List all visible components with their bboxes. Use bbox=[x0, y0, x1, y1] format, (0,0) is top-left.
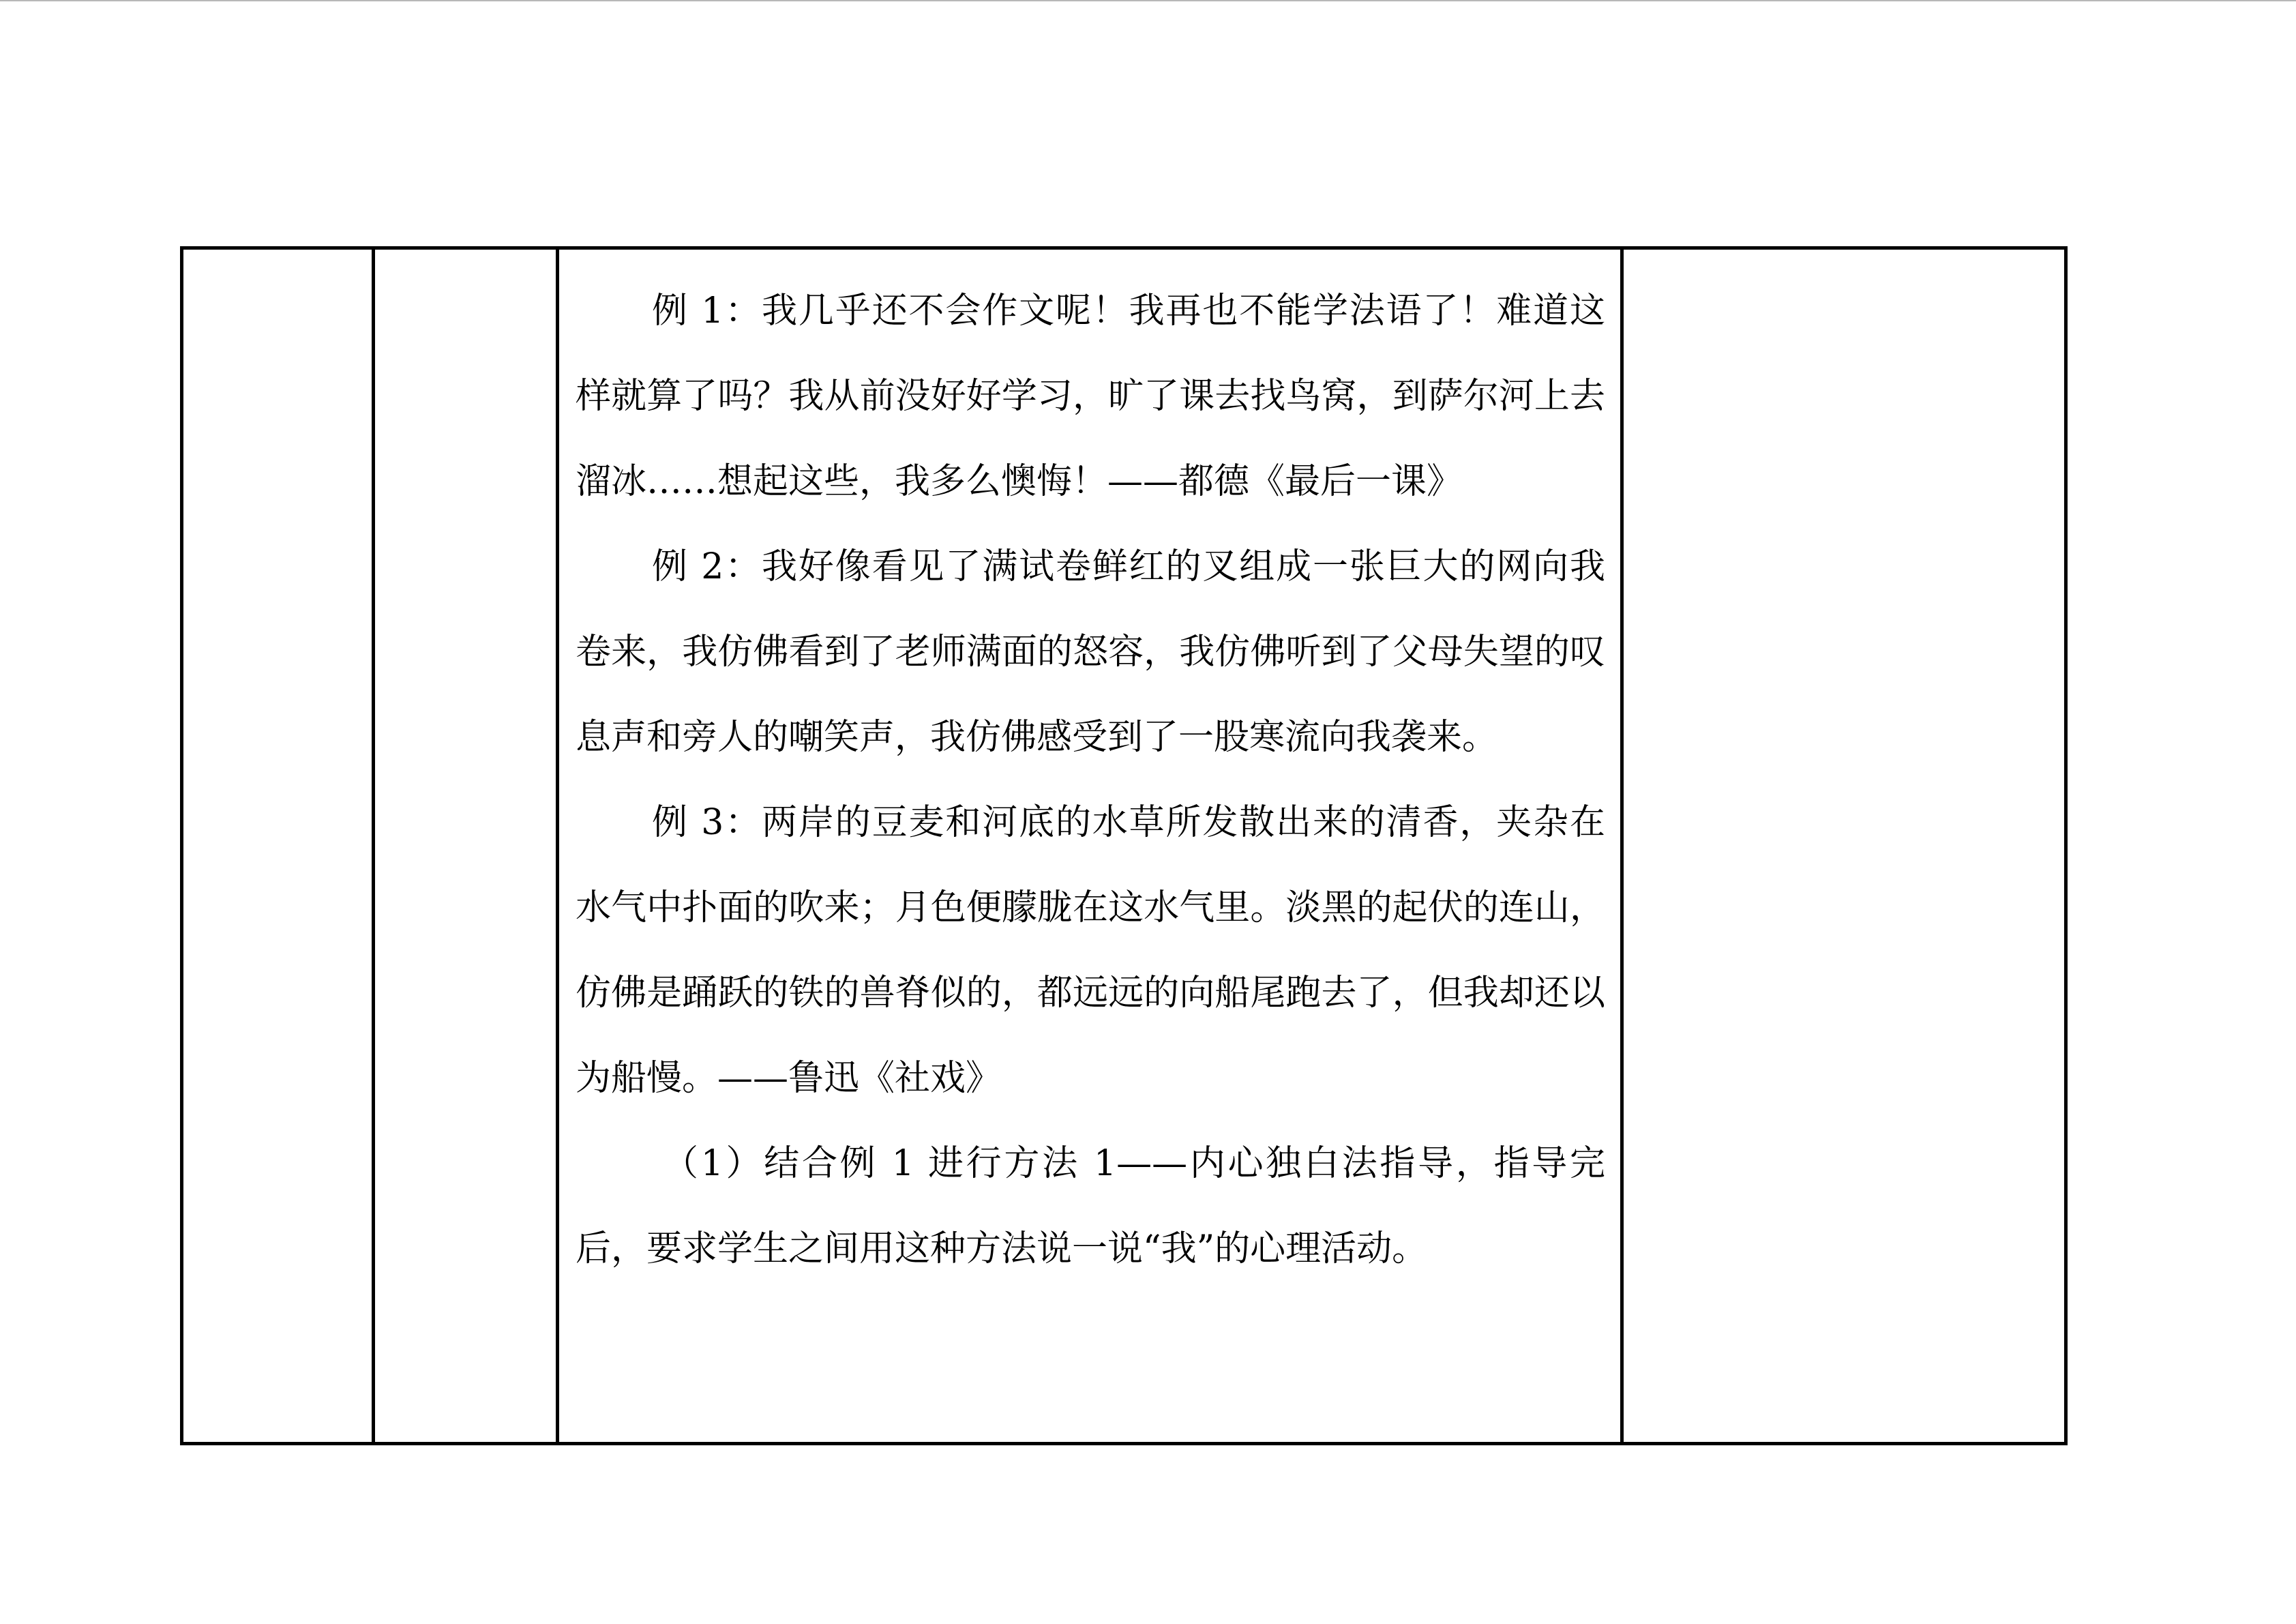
table-cell-content bbox=[558, 248, 1622, 1444]
method-instruction-paragraph: （1）结合例 1 进行方法 1——内心独白法指导，指导完后，要求学生之间用这种方法说一说“我”的心理活动。 bbox=[576, 1143, 1605, 1269]
page-top-border bbox=[0, 0, 2296, 1]
lesson-plan-table bbox=[180, 246, 2068, 1445]
example-3-paragraph: 例 3：两岸的豆麦和河底的水草所发散出来的清香，夹杂在水气中扑面的吹来；月色便朦胧在这水气里。淡黑的起伏的连山，仿佛是踊跃的铁的兽脊似的，都远远的向船尾跑去了，但我却还以为船慢。——鲁迅《社戏》 bbox=[576, 802, 1605, 1099]
table-cell-empty-4 bbox=[1622, 248, 2066, 1444]
table-cell-empty-2 bbox=[374, 248, 558, 1444]
example-2-paragraph: 例 2：我好像看见了满试卷鲜红的叉组成一张巨大的网向我卷来，我仿佛看到了老师满面的怒容，我仿佛听到了父母失望的叹息声和旁人的嘲笑声，我仿佛感受到了一股寒流向我袭来。 bbox=[576, 546, 1605, 758]
table-row bbox=[182, 248, 2066, 1444]
table-cell-empty-1 bbox=[182, 248, 374, 1444]
example-1-paragraph: 例 1：我几乎还不会作文呢！我再也不能学法语了！难道这样就算了吗？我从前没好好学习，旷了课去找鸟窝，到萨尔河上去溜冰……想起这些，我多么懊悔！——都德《最后一课》 bbox=[576, 291, 1605, 502]
